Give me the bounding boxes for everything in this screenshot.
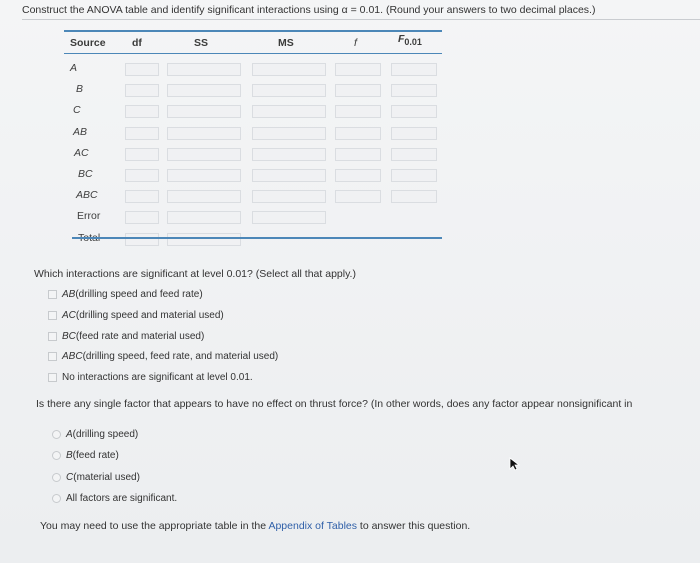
f-input[interactable]	[335, 63, 381, 76]
ms-field[interactable]	[253, 196, 325, 207]
ss-input[interactable]	[167, 169, 241, 182]
ms-input[interactable]	[252, 105, 326, 118]
df-field[interactable]	[126, 90, 158, 101]
fc-field[interactable]	[392, 111, 436, 122]
f-field[interactable]	[336, 90, 380, 101]
row-label: A	[70, 62, 78, 74]
question1-option[interactable]	[48, 372, 253, 383]
df-field[interactable]	[126, 196, 158, 207]
question1-option[interactable]	[48, 289, 203, 300]
row-label: Error	[77, 210, 101, 223]
option-label: (drilling speed, feed rate, and material used)	[82, 351, 279, 363]
fc-input[interactable]	[391, 190, 437, 203]
ss-input[interactable]	[167, 127, 241, 140]
ss-field[interactable]	[168, 132, 240, 143]
radio-button[interactable]	[52, 473, 61, 482]
ms-input[interactable]	[252, 211, 326, 224]
ss-field[interactable]	[168, 196, 240, 207]
table-bottom-border	[72, 237, 442, 239]
header-ss: SS	[194, 37, 209, 49]
option-label: (drilling speed)	[72, 429, 139, 440]
option-label: All factors are significant.	[66, 492, 178, 504]
fc-field[interactable]	[392, 132, 436, 143]
option-term: AC	[62, 309, 76, 321]
fc-input[interactable]	[391, 105, 437, 118]
df-input[interactable]	[125, 148, 159, 161]
ss-field[interactable]	[168, 90, 240, 101]
option-label: No interactions are significant at level 0.01.	[62, 372, 253, 384]
question1-option[interactable]	[48, 310, 224, 321]
f-field[interactable]	[336, 132, 380, 143]
instruction-text: Construct the ANOVA table and identify significant interactions using α = 0.01. (Round your answers to two decimal places.)	[22, 4, 596, 16]
row-label: Total	[78, 231, 101, 244]
df-field[interactable]	[126, 175, 158, 186]
ms-field[interactable]	[253, 217, 325, 228]
ms-field[interactable]	[253, 153, 325, 164]
f-input[interactable]	[335, 127, 381, 140]
table-header-border	[64, 53, 442, 54]
f-field[interactable]	[336, 111, 380, 122]
fc-input[interactable]	[391, 169, 437, 182]
ms-input[interactable]	[252, 169, 326, 182]
question1-option[interactable]	[48, 331, 204, 342]
fc-field[interactable]	[392, 196, 436, 207]
f-input[interactable]	[335, 169, 381, 182]
ss-field[interactable]	[168, 238, 240, 249]
df-input[interactable]	[125, 105, 159, 118]
ss-input[interactable]	[167, 105, 241, 118]
fc-input[interactable]	[391, 127, 437, 140]
option-label: (material used)	[73, 471, 140, 483]
question2-option[interactable]	[52, 493, 177, 504]
ms-field[interactable]	[253, 90, 325, 101]
row-label: B	[76, 83, 84, 96]
df-field[interactable]	[126, 153, 158, 164]
ms-input[interactable]	[252, 127, 326, 140]
fc-field[interactable]	[392, 175, 436, 186]
option-term: ABC	[62, 351, 83, 363]
radio-button[interactable]	[52, 494, 61, 503]
ss-input[interactable]	[167, 148, 241, 161]
ss-input[interactable]	[167, 63, 241, 76]
option-label: (drilling speed and material used)	[75, 309, 224, 321]
df-field[interactable]	[126, 238, 158, 249]
table-top-border	[64, 30, 442, 32]
fc-field[interactable]	[392, 69, 436, 80]
ms-input[interactable]	[252, 148, 326, 161]
option-term: A	[66, 429, 73, 440]
ms-field[interactable]	[253, 69, 325, 80]
footer-prefix: You may need to use the appropriate table in the	[40, 520, 269, 532]
df-field[interactable]	[126, 111, 158, 122]
df-field[interactable]	[126, 69, 158, 80]
question2-option[interactable]	[52, 450, 119, 461]
radio-button[interactable]	[52, 430, 61, 439]
row-label: ABC	[76, 189, 98, 202]
appendix-link[interactable]: Appendix of Tables	[268, 520, 357, 532]
radio-button[interactable]	[52, 451, 61, 460]
ms-input[interactable]	[252, 190, 326, 203]
header-df: df	[132, 37, 142, 49]
df-input[interactable]	[125, 190, 159, 203]
row-label: BC	[78, 168, 93, 180]
ss-input[interactable]	[167, 233, 241, 246]
option-term: BC	[62, 330, 76, 342]
fc-field[interactable]	[392, 153, 436, 164]
header-ms: MS	[278, 37, 294, 49]
f-input[interactable]	[335, 148, 381, 161]
question2-prompt: Is there any single factor that appears to have no effect on thrust force? (In other words, does any factor appear nonsignificant in	[36, 398, 633, 410]
row-label: AC	[74, 146, 89, 159]
ms-field[interactable]	[253, 175, 325, 186]
ss-field[interactable]	[168, 175, 240, 186]
df-input[interactable]	[125, 233, 159, 246]
question1-prompt: Which interactions are significant at level 0.01? (Select all that apply.)	[34, 268, 356, 280]
f-field[interactable]	[336, 69, 380, 80]
footer-note	[40, 520, 470, 532]
ss-field[interactable]	[168, 111, 240, 122]
option-label: (feed rate and material used)	[75, 330, 205, 342]
header-source: Source	[70, 37, 106, 49]
df-field[interactable]	[126, 132, 158, 143]
fc-input[interactable]	[391, 84, 437, 97]
option-label: (drilling speed and feed rate)	[75, 289, 203, 300]
header-f: f	[354, 37, 357, 49]
footer-suffix: to answer this question.	[357, 520, 471, 532]
ss-field[interactable]	[168, 217, 240, 228]
f-field[interactable]	[336, 153, 380, 164]
df-input[interactable]	[125, 63, 159, 76]
checkbox[interactable]	[48, 332, 57, 341]
ss-field[interactable]	[168, 69, 240, 80]
ms-input[interactable]	[252, 63, 326, 76]
f-input[interactable]	[335, 84, 381, 97]
question1-option[interactable]	[48, 351, 278, 362]
fc-field[interactable]	[392, 90, 436, 101]
divider	[22, 19, 700, 20]
f-input[interactable]	[335, 190, 381, 203]
df-input[interactable]	[125, 84, 159, 97]
option-term: C	[66, 471, 74, 483]
df-input[interactable]	[125, 169, 159, 182]
ss-input[interactable]	[167, 211, 241, 224]
ss-input[interactable]	[167, 190, 241, 203]
ms-field[interactable]	[253, 111, 325, 122]
df-input[interactable]	[125, 211, 159, 224]
f-field[interactable]	[336, 175, 380, 186]
row-label: C	[73, 104, 81, 117]
f-field[interactable]	[336, 196, 380, 207]
ms-input[interactable]	[252, 84, 326, 97]
f-input[interactable]	[335, 105, 381, 118]
ms-field[interactable]	[253, 132, 325, 143]
df-field[interactable]	[126, 217, 158, 228]
option-term: B	[66, 450, 73, 462]
checkbox[interactable]	[48, 290, 57, 299]
option-label: (feed rate)	[72, 450, 119, 462]
checkbox[interactable]	[48, 373, 57, 382]
row-label: AB	[73, 125, 88, 138]
df-input[interactable]	[125, 127, 159, 140]
fc-input[interactable]	[391, 63, 437, 76]
header-fcrit: $F_{0.01}$	[398, 33, 422, 48]
ss-input[interactable]	[167, 84, 241, 97]
mouse-cursor-icon	[509, 457, 521, 471]
checkbox[interactable]	[48, 311, 57, 320]
question2-option[interactable]	[52, 429, 138, 440]
checkbox[interactable]	[48, 352, 57, 361]
fc-input[interactable]	[391, 148, 437, 161]
option-term: AB	[62, 289, 76, 300]
question2-option[interactable]	[52, 472, 140, 483]
ss-field[interactable]	[168, 153, 240, 164]
